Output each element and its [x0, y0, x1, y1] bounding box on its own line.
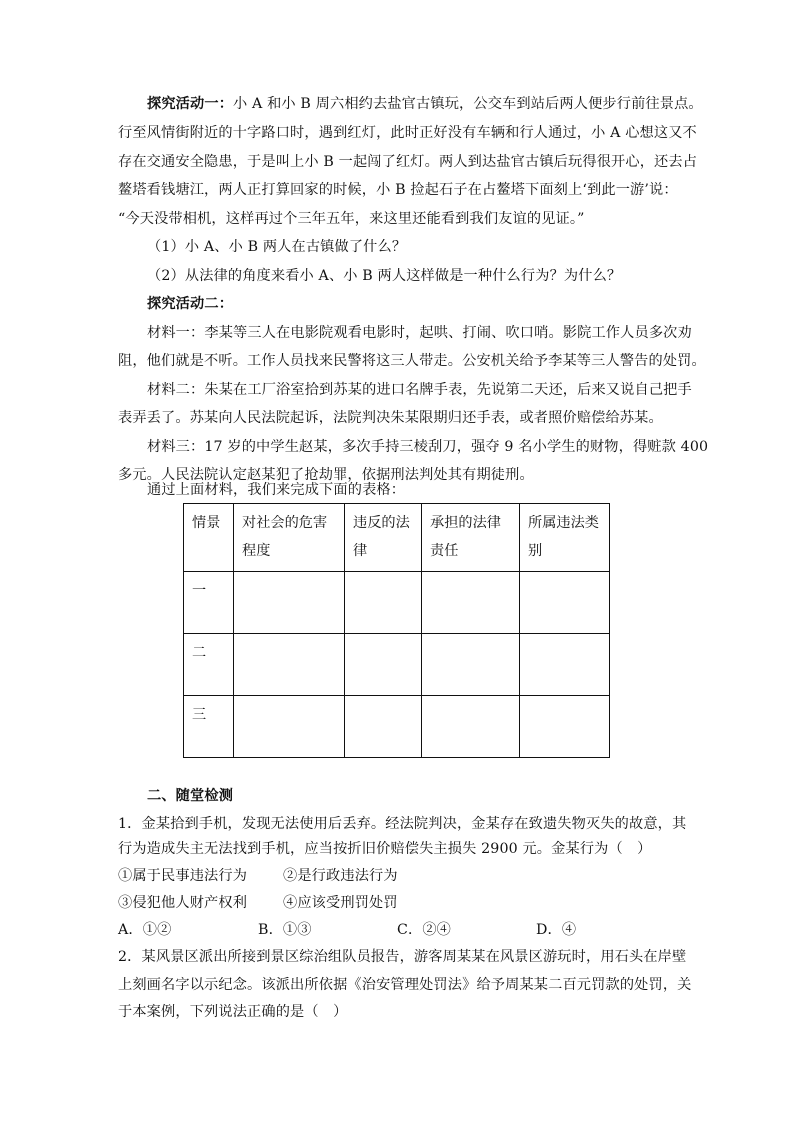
header-cell-scenario: 情景 — [184, 504, 234, 572]
material-1-line-1: 材料一：李某等三人在电影院观看电影时，起哄、打闹、吹口哨。影院工作人员多次劝 — [147, 325, 692, 341]
question-2-line-1: 2．某风景区派出所接到景区综治组队员报告，游客周某某在风景区游玩时，用石头在岸壁 — [118, 949, 687, 965]
empty-cell[interactable] — [520, 696, 610, 758]
empty-cell[interactable] — [520, 634, 610, 696]
header-cell-category: 所属违法类 别 — [520, 504, 610, 572]
option-4: ④应该受刑罚处罚 — [283, 895, 398, 911]
header-cell-law: 违反的法 律 — [345, 504, 422, 572]
empty-cell[interactable] — [345, 634, 422, 696]
choice-d[interactable]: D．④ — [536, 922, 577, 938]
table-header-row — [184, 504, 610, 572]
activity1-line-3: 存在交通安全隐患，于是叫上小 B 一起闯了红灯。两人到达盐官古镇后玩得很开心，还去占 — [118, 154, 698, 170]
question-1-line-2: 行为造成失主无法找到手机，应当按折旧价赔偿失主损失 2900 元。金某行为（ ） — [118, 841, 652, 857]
question-1-line-1: 1．金某拾到手机，发现无法使用后丢弃。经法院判决，金某存在致遗失物灭失的故意，其 — [118, 816, 687, 832]
row-label: 一 — [184, 572, 234, 634]
empty-cell[interactable] — [520, 572, 610, 634]
empty-cell[interactable] — [234, 696, 345, 758]
choice-a[interactable]: A．①② — [118, 922, 172, 938]
activity1-line-5: “今天没带相机，这样再过个三年五年，来这里还能看到我们友谊的见证。” — [118, 211, 585, 227]
empty-cell[interactable] — [234, 634, 345, 696]
violation-table — [183, 503, 610, 758]
empty-cell[interactable] — [422, 696, 520, 758]
option-2: ②是行政违法行为 — [283, 868, 398, 884]
material-2-line-1: 材料二：朱某在工厂浴室拾到苏某的进口名牌手表，先说第二天还，后来又说自己把手 — [147, 382, 692, 398]
option-3: ③侵犯他人财产权利 — [118, 895, 248, 911]
table-row — [184, 634, 610, 696]
activity2-heading: 探究活动二： — [147, 296, 234, 312]
material-1-line-2: 阻，他们就是不听。工作人员找来民警将这三人带走。公安机关给予李某等三人警告的处罚。 — [118, 353, 706, 369]
activity1-line-2: 行至风情街附近的十字路口时，遇到红灯，此时正好没有车辆和行人通过，小 A 心想这又不 — [118, 125, 697, 141]
empty-cell[interactable] — [345, 696, 422, 758]
empty-cell[interactable] — [234, 572, 345, 634]
activity1-line-4: 鳌塔看钱塘江，两人正打算回家的时候，小 B 捡起石子在占鳌塔下面刻上‘到此一游’说： — [118, 182, 678, 198]
empty-cell[interactable] — [422, 572, 520, 634]
activity1-question-1: （1）小 A、小 B 两人在古镇做了什么？ — [147, 239, 407, 255]
material-3-line-1: 材料三：17 岁的中学生赵某，多次手持三棱刮刀，强夺 9 名小学生的财物，得赃款 400 — [147, 439, 709, 455]
header-cell-liability: 承担的法律 责任 — [422, 504, 520, 572]
question-2-line-3: 于本案例，下列说法正确的是（ ） — [118, 1004, 348, 1020]
activity1-heading: 探究活动一： — [147, 96, 234, 112]
row-label: 二 — [184, 634, 234, 696]
option-1: ①属于民事违法行为 — [118, 868, 248, 884]
activity1-question-2: （2）从法律的角度来看小 A、小 B 两人这样做是一种什么行为？为什么？ — [147, 268, 622, 284]
material-3-line-2: 多元。人民法院认定赵某犯了抢劫罪，依据刑法判处其有期徒刑。 — [118, 467, 534, 483]
table-row — [184, 572, 610, 634]
row-label: 三 — [184, 696, 234, 758]
question-2-line-2: 上刻画名字以示纪念。该派出所依据《治安管理处罚法》给予周某某二百元罚款的处罚，关 — [118, 977, 692, 993]
table-instruction: 通过上面材料，我们来完成下面的表格： — [147, 482, 406, 498]
empty-cell[interactable] — [422, 634, 520, 696]
table-row — [184, 696, 610, 758]
header-cell-harm: 对社会的危害 程度 — [234, 504, 345, 572]
activity1-line-1: 探究活动一：小 A 和小 B 周六相约去盐官古镇玩，公交车到站后两人便步行前往景点。 — [147, 96, 703, 112]
empty-cell[interactable] — [345, 572, 422, 634]
choice-c[interactable]: C．②④ — [397, 922, 452, 938]
section2-heading: 二、随堂检测 — [147, 788, 234, 804]
material-2-line-2: 表弄丢了。苏某向人民法院起诉，法院判决朱某限期归还手表，或者照价赔偿给苏某。 — [118, 410, 663, 426]
choice-b[interactable]: B．①③ — [258, 922, 312, 938]
